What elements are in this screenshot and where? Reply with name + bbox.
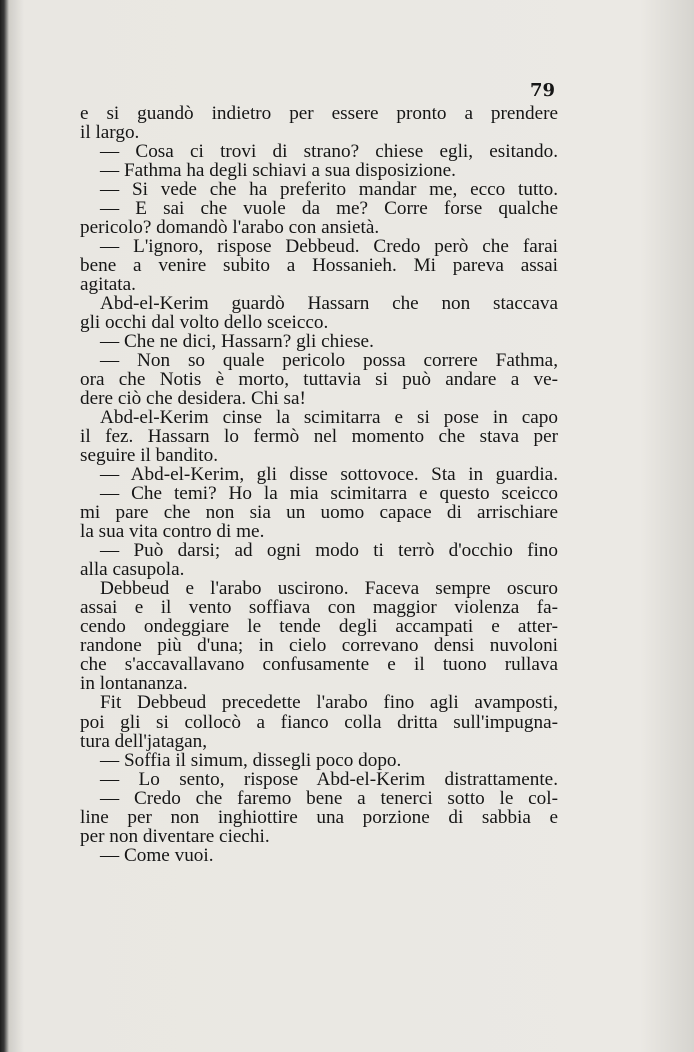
text-line-21: — Che temi? Ho la mia scimitarra e questo sceicco [100,484,558,504]
text-line-19: seguire il bandito. [80,446,219,466]
text-line-25: alla casupola. [80,560,185,580]
text-line-23: la sua vita contro di me. [80,522,265,542]
text-line-39: per non diventare ciechi. [80,826,270,846]
text-line-17: Abd-el-Kerim cinse la scimitarra e si pose in capo [100,408,558,428]
text-line-37: — Credo che faremo bene a tenerci sotto le col- [100,788,558,808]
text-line-18: il fez. Hassarn lo fermò nel momento che stava per [80,427,558,447]
text-line-40: — Come vuoi. [100,845,214,865]
text-line-38: line per non inghiottire una porzione di sabbia e [80,807,558,827]
text-line-26: Debbeud e l'arabo uscirono. Faceva sempre oscuro [100,579,558,599]
text-line-15: ora che Notis è morto, tuttavia si può andare a ve- [80,370,558,390]
text-line-14: — Non so quale pericolo possa correre Fathma, [100,351,558,371]
text-line-1: e si guandò indietro per essere pronto a prendere [80,104,558,124]
text-line-13: — Che ne dici, Hassarn? gli chiese. [100,332,374,352]
text-line-32: Fit Debbeud precedette l'arabo fino agli avamposti, [100,693,558,713]
text-line-28: cendo ondeggiare le tende degli accampati e atter- [80,617,558,637]
text-line-7: pericolo? domandò l'arabo con ansietà. [80,218,380,238]
text-line-33: poi gli si collocò a fianco colla dritta sull'impugna- [80,712,558,732]
page-number: 79 [530,80,556,101]
text-line-20: — Abd-el-Kerim, gli disse sottovoce. Sta in guardia. [100,465,558,485]
text-line-24: — Può darsi; ad ogni modo ti terrò d'occhio fino [100,541,558,561]
text-line-11: Abd-el-Kerim guardò Hassarn che non staccava [100,294,558,314]
body-text [80,104,558,865]
text-line-27: assai e il vento soffiava con maggior violenza fa- [80,598,558,618]
text-line-16: dere ciò che desidera. Chi sa! [80,389,306,409]
text-line-6: — E sai che vuole da me? Corre forse qualche [100,199,558,219]
text-line-31: in lontananza. [80,674,188,694]
text-line-8: — L'ignoro, rispose Debbeud. Credo però che farai [100,237,558,257]
text-line-10: agitata. [80,275,136,295]
text-line-22: mi pare che non sia un uomo capace di arrischiare [80,503,558,523]
text-line-30: che s'accavallavano confusamente e il tuono rullava [80,655,558,675]
text-line-5: — Si vede che ha preferito mandar me, ecco tutto. [100,180,558,200]
text-line-9: bene a venire subito a Hossanieh. Mi pareva assai [80,256,558,276]
text-line-2: il largo. [80,123,140,143]
text-line-4: — Fathma ha degli schiavi a sua disposizione. [100,161,456,181]
text-line-36: — Lo sento, rispose Abd-el-Kerim distrattamente. [100,769,558,789]
text-line-35: — Soffia il simum, dissegli poco dopo. [100,750,402,770]
text-line-3: — Cosa ci trovi di strano? chiese egli, esitando. [100,142,558,162]
text-line-12: gli occhi dal volto dello sceicco. [80,313,329,333]
text-line-29: randone più d'una; in cielo correvano densi nuvoloni [80,636,558,656]
text-line-34: tura dell'jatagan, [80,731,208,751]
